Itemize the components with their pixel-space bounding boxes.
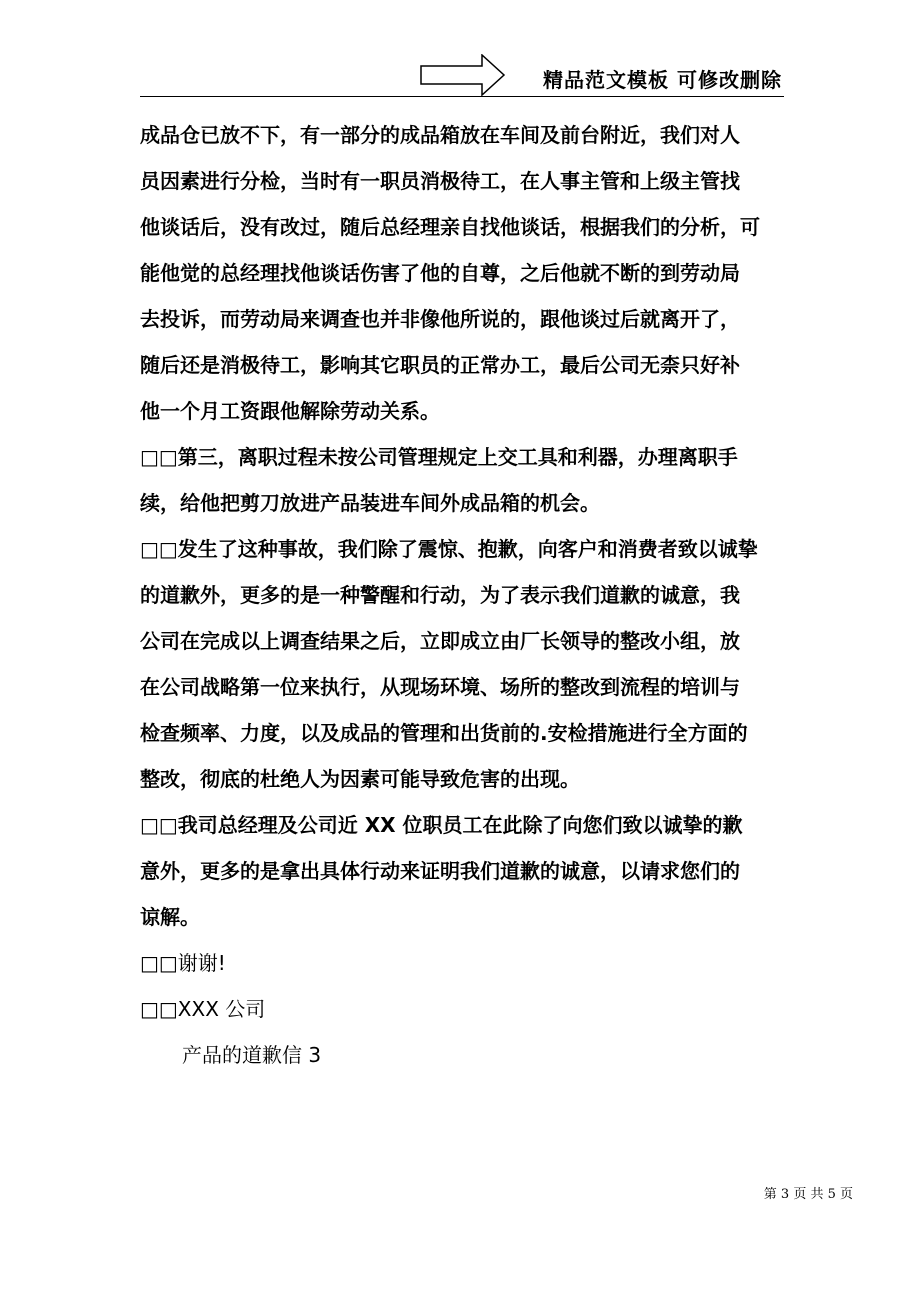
body-line: 续，给他把剪刀放进产品装进车间外成品箱的机会。: [140, 491, 600, 515]
header-title: 精品范文模板 可修改删除: [543, 68, 782, 92]
body-line: 在公司战略第一位来执行，从现场环境、场所的整改到流程的培训与: [140, 675, 740, 699]
body-line: □□第三，离职过程未按公司管理规定上交工具和利器，办理离职手: [140, 445, 738, 469]
page-number: 第 3 页 共 5 页: [763, 1187, 853, 1202]
header-divider: [140, 96, 784, 97]
body-line: 随后还是消极待工，影响其它职员的正常办工，最后公司无柰只好补: [140, 353, 740, 377]
body-line: 意外，更多的是拿出具体行动来证明我们道歉的诚意，以请求您们的: [140, 859, 740, 883]
closing-signature: □□XXX 公司: [140, 997, 266, 1021]
body-line: 公司在完成以上调查结果之后，立即成立由厂长领导的整改小组，放: [140, 629, 740, 653]
body-line: 他谈话后，没有改过，随后总经理亲自找他谈话，根据我们的分析，可: [140, 215, 760, 239]
page-header: [140, 50, 784, 98]
body-line: 的道歉外，更多的是一种警醒和行动，为了表示我们道歉的诚意，我: [140, 583, 740, 607]
document-body: [140, 112, 784, 1078]
body-line: 检查频率、力度，以及成品的管理和出货前的.安检措施进行全方面的: [140, 721, 748, 745]
body-line: 整改，彻底的杜绝人为因素可能导致危害的出现。: [140, 767, 580, 791]
section-title: 产品的道歉信 3: [182, 1043, 322, 1067]
body-line: 他一个月工资跟他解除劳动关系。: [140, 399, 440, 423]
body-line: 员因素进行分检，当时有一职员消极待工，在人事主管和上级主管找: [140, 169, 740, 193]
closing-thanks: □□谢谢!: [140, 951, 226, 975]
body-line: □□我司总经理及公司近 XX 位职员工在此除了向您们致以诚挚的歉: [140, 813, 743, 837]
body-line: 谅解。: [140, 905, 200, 929]
right-arrow-icon: [420, 54, 506, 96]
body-line: 成品仓已放不下，有一部分的成品箱放在车间及前台附近，我们对人: [140, 123, 740, 147]
body-line: 去投诉，而劳动局来调查也并非像他所说的，跟他谈过后就离开了，: [140, 307, 740, 331]
body-line: □□发生了这种事故，我们除了震惊、抱歉，向客户和消费者致以诚挚: [140, 537, 758, 561]
body-line: 能他觉的总经理找他谈话伤害了他的自尊，之后他就不断的到劳动局: [140, 261, 740, 285]
